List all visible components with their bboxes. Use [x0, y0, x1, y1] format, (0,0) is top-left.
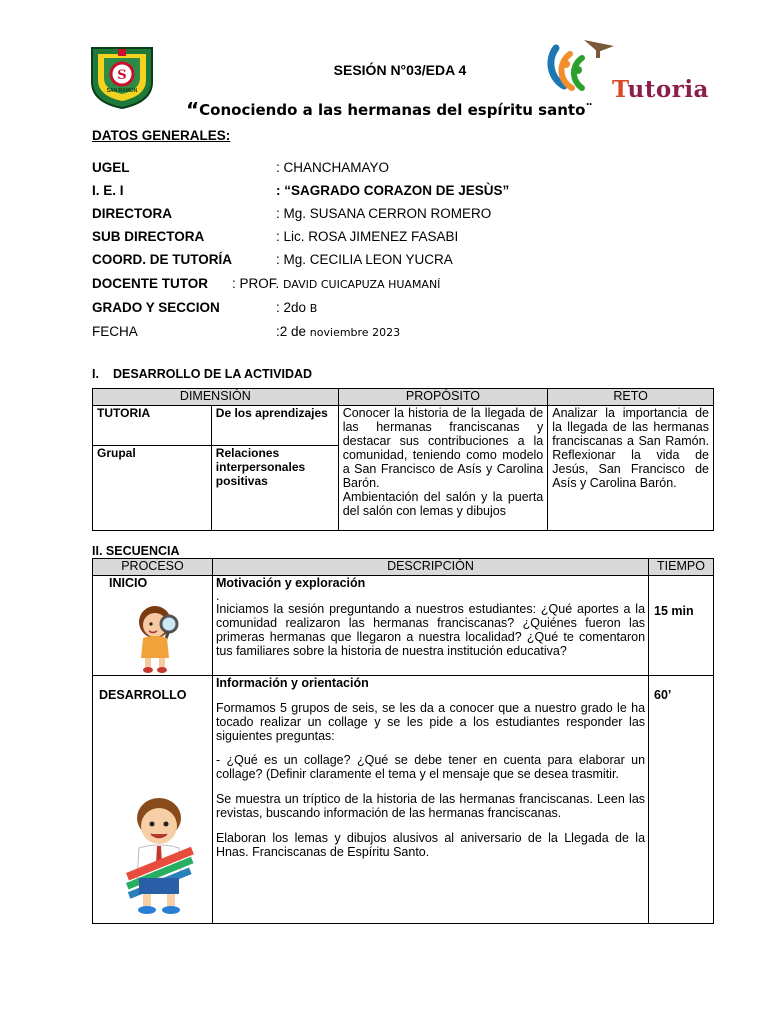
tutoria-people-logo	[536, 34, 616, 114]
label-docente-tutor: DOCENTE TUTOR	[92, 276, 209, 291]
crest-text: SAN RAMÓN	[106, 88, 138, 94]
grado-seccion-letter: B	[309, 302, 318, 315]
label-sub-directora: SUB DIRECTORA	[92, 229, 205, 244]
fecha-text: noviembre 2023	[309, 326, 401, 339]
label-ugel: UGEL	[92, 160, 130, 175]
label-coord-tutoria: COORD. DE TUTORÍA	[92, 252, 233, 267]
inicio-subtitle: Motivación y exploración	[215, 576, 366, 590]
col-proceso: PROCESO	[93, 559, 213, 576]
activity-heading-number: I.	[92, 367, 99, 381]
inicio-dot: .	[215, 589, 220, 603]
value-docente-tutor	[232, 276, 440, 291]
sequence-heading: II. SECUENCIA	[92, 544, 180, 558]
value-directora: : Mg. SUSANA CERRON ROMERO	[276, 206, 492, 221]
process-desarrollo-label: DESARROLLO	[99, 688, 187, 702]
purpose-text-2: Ambientación del salón y la puerta del salón con lemas y dibujos	[342, 490, 544, 518]
dimension-tutoria: TUTORIA	[93, 406, 212, 446]
docente-name: DAVID CUICAPUZA HUAMANÍ	[283, 278, 441, 291]
session-title: SESIÓN N°03/EDA 4	[333, 62, 467, 78]
challenge-text: Analizar la importancia de la llegada de las hermanas franciscanas a San Ramón. Reflexionar la vida de Jesús, San Francisco de Asís y Carolina Barón.	[548, 406, 714, 531]
process-inicio-label: INICIO	[109, 576, 148, 590]
activity-header-row	[93, 389, 714, 406]
value-coord-tutoria: : Mg. CECILIA LEON YUCRA	[276, 252, 453, 267]
brand-first-letter: T	[612, 76, 628, 103]
purpose-cell	[338, 406, 548, 531]
boy-pencils-illustration	[121, 794, 197, 918]
desarrollo-paragraph-3: Se muestra un tríptico de la historia de las hermanas franciscanas. Leen las revistas, buscando información de las hermanas franciscanas.	[215, 792, 646, 820]
datos-generales-heading: DATOS GENERALES:	[92, 128, 231, 143]
description-desarrollo	[212, 676, 648, 924]
activity-heading-text: DESARROLLO DE LA ACTIVIDAD	[112, 367, 313, 381]
purpose-text: Conocer la historia de la llegada de las hermanas franciscanas y destacar sus contribuciones a la comunidad, teniendo como modelo a San Francisco de Asís y Carolina Barón.	[342, 406, 544, 490]
activity-row	[93, 406, 714, 446]
value-grado-seccion	[276, 300, 317, 315]
label-directora: DIRECTORA	[92, 206, 173, 221]
brand-rest: utoria	[627, 76, 709, 103]
activity-table	[92, 388, 714, 531]
docente-prefix: : PROF.	[232, 276, 280, 291]
svg-text:S: S	[117, 68, 127, 83]
label-fecha: FECHA	[92, 324, 138, 339]
process-desarrollo	[93, 676, 213, 924]
value-fecha	[276, 324, 400, 339]
desarrollo-paragraph-4: Elaboran los lemas y dibujos alusivos al aniversario de la Llegada de la Hnas. Franciscanas de Espíritu Santo.	[215, 831, 646, 859]
open-quote: “	[186, 98, 200, 122]
col-proposito: PROPÓSITO	[338, 389, 548, 406]
value-iei: : “SAGRADO CORAZON DE JESÙS”	[276, 183, 510, 198]
value-sub-directora: : Lic. ROSA JIMENEZ FASABI	[276, 229, 459, 244]
col-descripcion: DESCRIPCIÓN	[212, 559, 648, 576]
process-inicio	[93, 576, 213, 676]
time-desarrollo: 60’	[649, 676, 714, 924]
main-title	[186, 98, 593, 122]
sequence-header-row	[93, 559, 714, 576]
desarrollo-paragraph-2: - ¿Qué es un collage? ¿Qué se debe tener en cuenta para elaborar un collage? (Definir claramente el tema y el mensaje que se desea trasmitir.	[215, 753, 646, 781]
time-inicio: 15 min	[649, 576, 714, 676]
main-title-text: Conociendo a las hermanas del espíritu santo	[199, 101, 586, 119]
inicio-paragraph: Iniciamos la sesión preguntando a nuestros estudiantes: ¿Qué aportes a la comunidad realizaron las hermanas franciscanas? ¿Quiénes fueron las primeras hermanas que llegaron a nuestra localidad? ¿Qué te comentaron tus familiares sobre la historia de nuestra institución educativa?	[215, 602, 646, 658]
grado-prefix: : 2do	[276, 300, 307, 315]
sequence-table	[92, 558, 714, 924]
col-reto: RETO	[548, 389, 714, 406]
label-grado-seccion: GRADO Y SECCION	[92, 300, 220, 315]
sequence-row-inicio	[93, 576, 714, 676]
col-tiempo: TIEMPO	[649, 559, 714, 576]
description-inicio	[212, 576, 648, 676]
tutoria-brand-text	[612, 76, 709, 103]
desarrollo-paragraph-1: Formamos 5 grupos de seis, se les da a conocer que a nuestro grado le ha tocado realizar un collage y se les pide a los estudiantes responder las siguientes preguntas:	[215, 701, 646, 743]
desarrollo-subtitle: Información y orientación	[215, 676, 369, 690]
dimension-aprendizajes: De los aprendizajes	[211, 406, 338, 446]
label-iei: I. E. I	[92, 183, 124, 198]
dimension-relaciones: Relaciones interpersonales positivas	[211, 446, 338, 531]
value-ugel: : CHANCHAMAYO	[276, 160, 390, 175]
dimension-grupal: Grupal	[93, 446, 212, 531]
col-dimension: DIMENSIÓN	[93, 389, 339, 406]
girl-magnifier-illustration	[131, 600, 187, 674]
school-crest-logo	[88, 44, 156, 110]
fecha-prefix: :2 de	[276, 324, 307, 339]
sequence-row-desarrollo	[93, 676, 714, 924]
activity-heading	[92, 367, 312, 381]
close-quote: ¨	[585, 101, 593, 119]
